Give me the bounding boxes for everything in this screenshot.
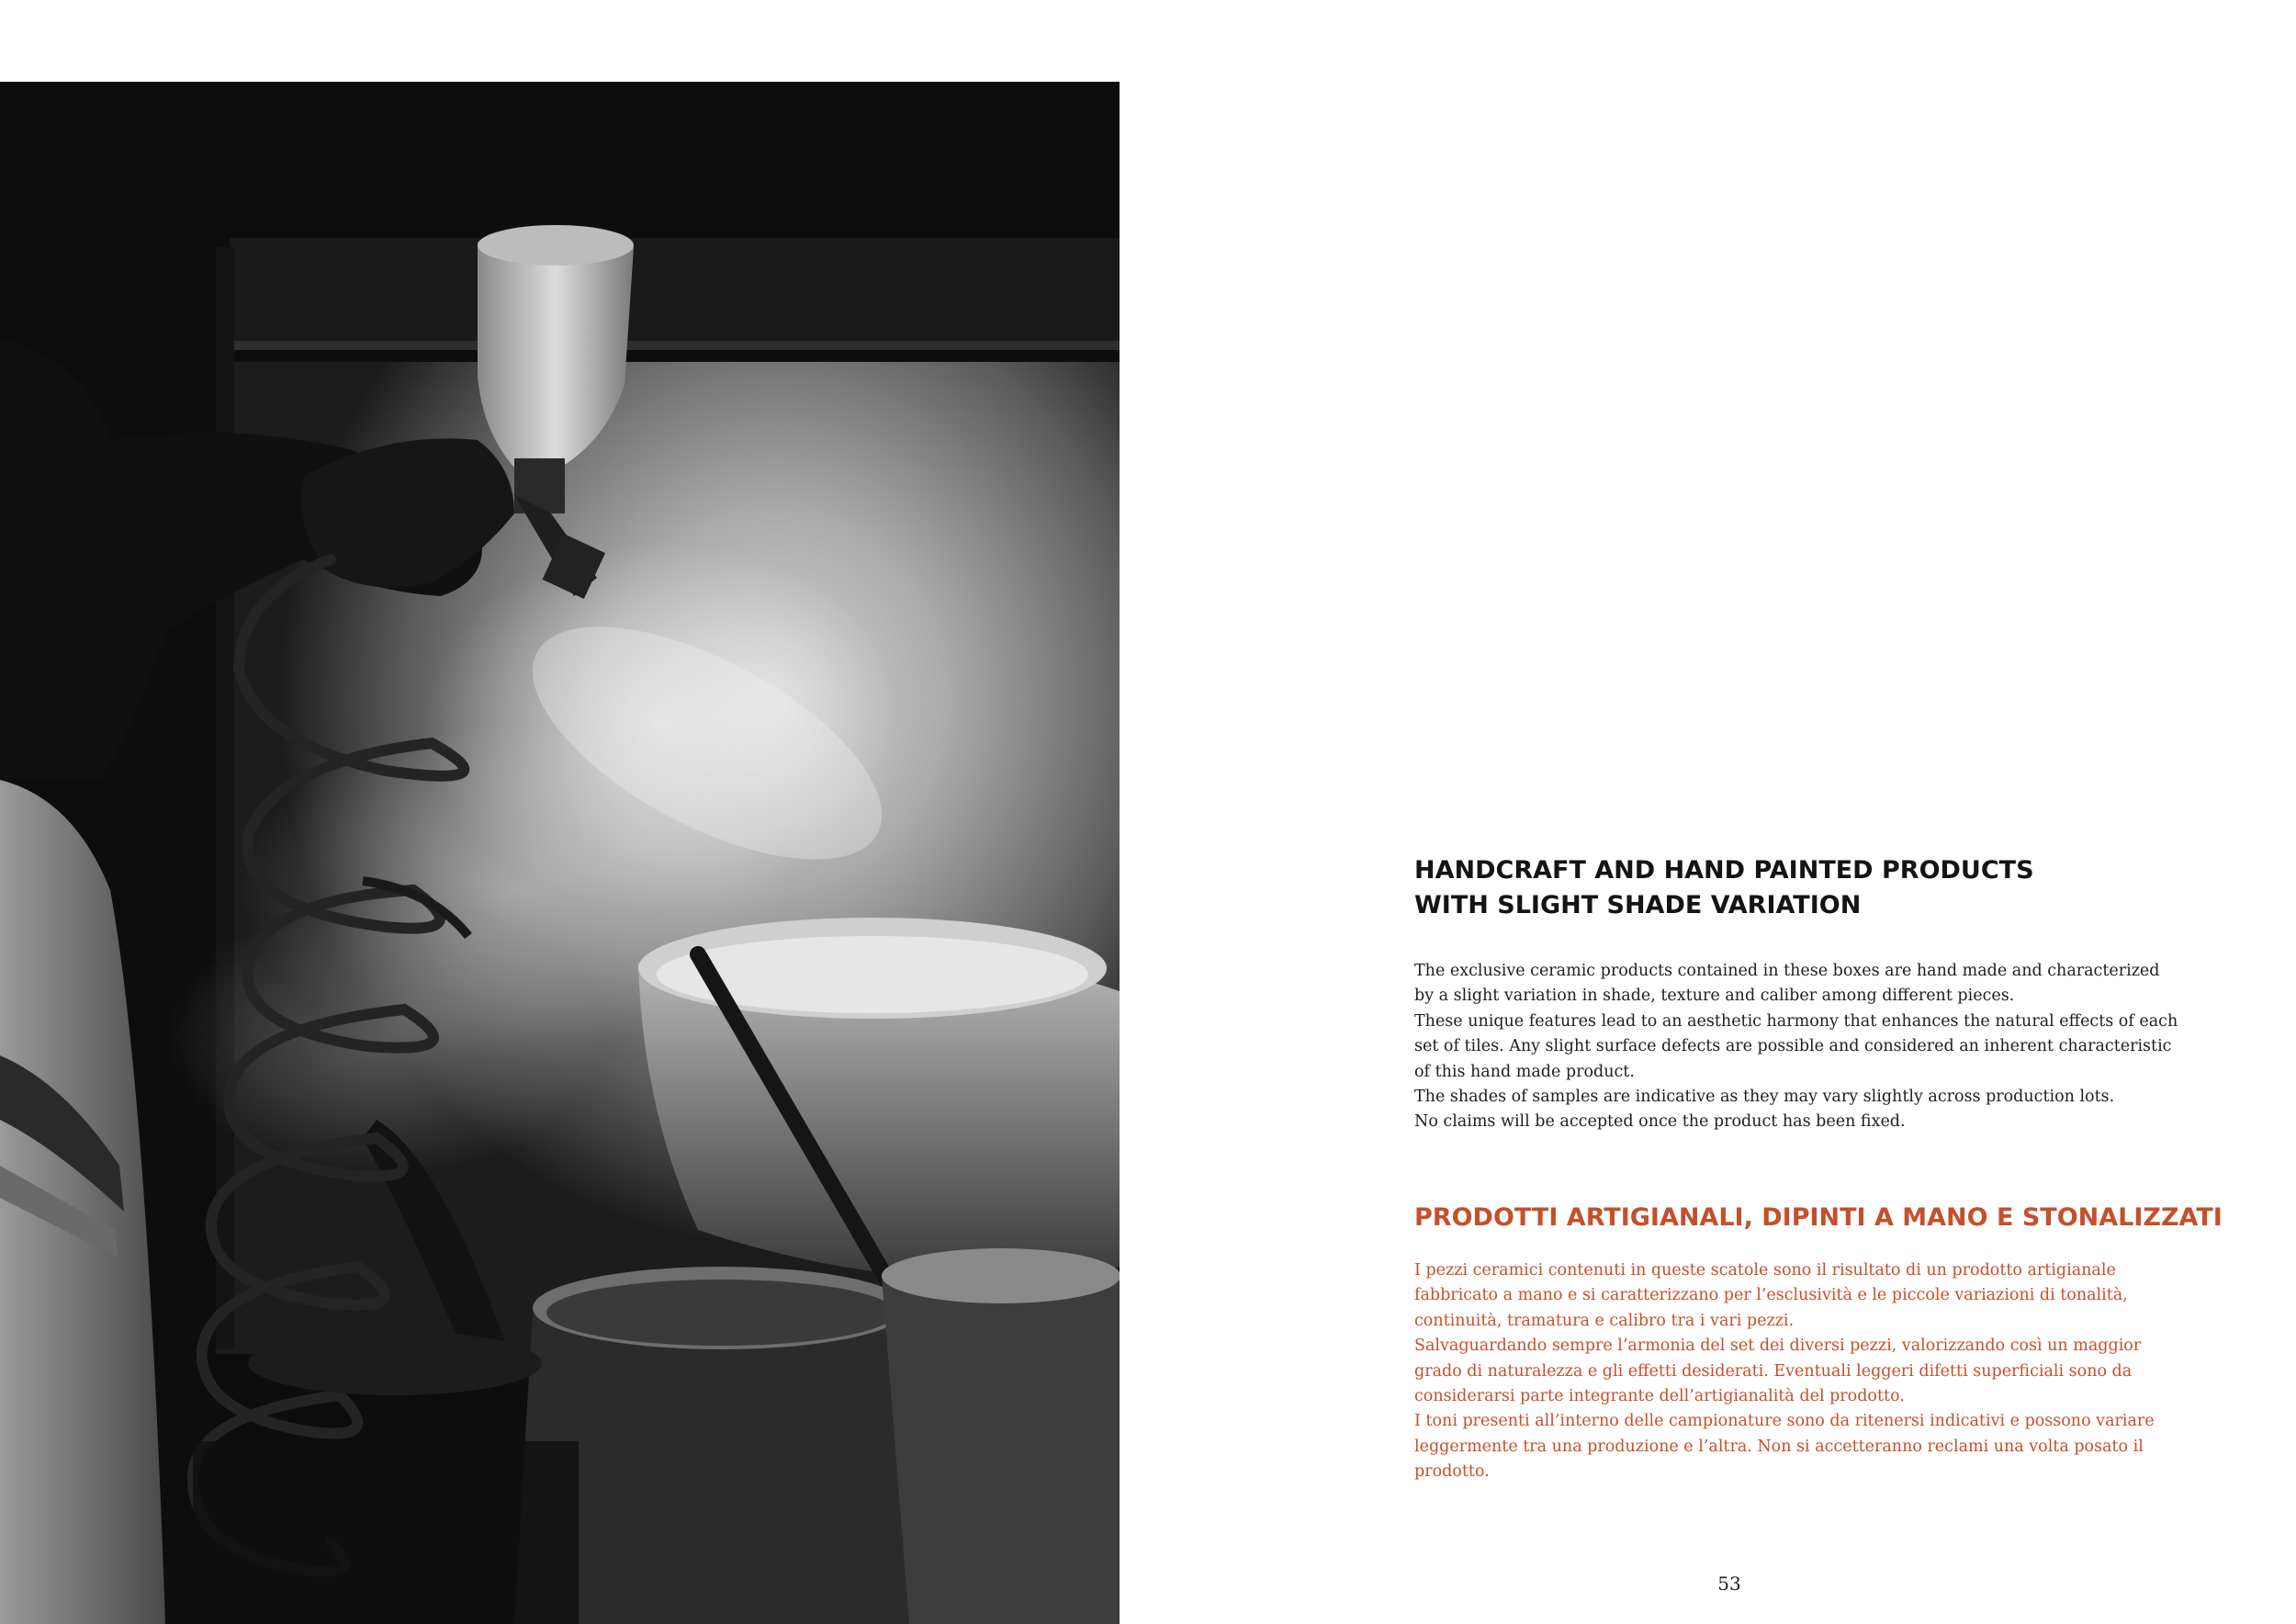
paragraph-italian-line: prodotto. (1414, 1462, 1490, 1482)
paragraph-english-line: The shades of samples are indicative as they may vary slightly across production lots. (1414, 1088, 2115, 1107)
paragraph-italian-line: fabbricato a mano e si caratterizzano per l’esclusività e le piccole variazioni di tonalità, (1414, 1286, 2128, 1305)
paragraph-italian-line: leggermente tra una produzione e l’altra. Non si accetteranno reclami una volta posato il (1414, 1437, 2144, 1456)
paragraph-italian-line: I toni presenti all’interno delle campionature sono da ritenersi indicativi e possono variare (1414, 1412, 2155, 1431)
heading-english-line: WITH SLIGHT SHADE VARIATION (1414, 891, 1862, 919)
paragraph-italian-line: continuità, tramatura e calibro tra i vari pezzi. (1414, 1311, 1795, 1330)
heading-italian-line: PRODOTTI ARTIGIANALI, DIPINTI A MANO E STONALIZZATI (1414, 1203, 2223, 1232)
paragraph-english-line: The exclusive ceramic products contained in these boxes are hand made and characterized (1414, 962, 2160, 980)
paragraph-italian-line: considerarsi parte integrante dell’artigianalità del prodotto. (1414, 1387, 1905, 1406)
paragraph-italian-line: Salvaguardando sempre l’armonia del set dei diversi pezzi, valorizzando così un maggior (1414, 1336, 2142, 1356)
paragraph-italian-line: grado di naturalezza e gli effetti desiderati. Eventuali leggeri difetti superficiali sono da (1414, 1361, 2133, 1381)
workshop-photo (0, 82, 1120, 1624)
paragraph-italian-line: I pezzi ceramici contenuti in queste scatole sono il risultato di un prodotto artigianale (1414, 1261, 2116, 1280)
heading-english-line: HANDCRAFT AND HAND PAINTED PRODUCTS (1414, 856, 2034, 885)
heading-english (1414, 853, 2034, 923)
heading-italian (1414, 1201, 2223, 1235)
paragraph-italian (1414, 1258, 2241, 1485)
shelf (230, 238, 1120, 344)
paragraph-english-line: set of tiles. Any slight surface defects are possible and considered an inherent characteristic (1414, 1037, 2172, 1056)
paragraph-english-line: These unique features lead to an aesthetic harmony that enhances the natural effects of each (1414, 1011, 2178, 1031)
paragraph-english (1414, 959, 2241, 1135)
paragraph-english-line: No claims will be accepted once the product has been fixed. (1414, 1112, 1906, 1132)
page-number: 53 (1717, 1573, 1741, 1595)
paragraph-english-line: of this hand made product. (1414, 1062, 1635, 1081)
paragraph-english-line: by a slight variation in shade, texture and caliber among different pieces. (1414, 987, 2015, 1006)
